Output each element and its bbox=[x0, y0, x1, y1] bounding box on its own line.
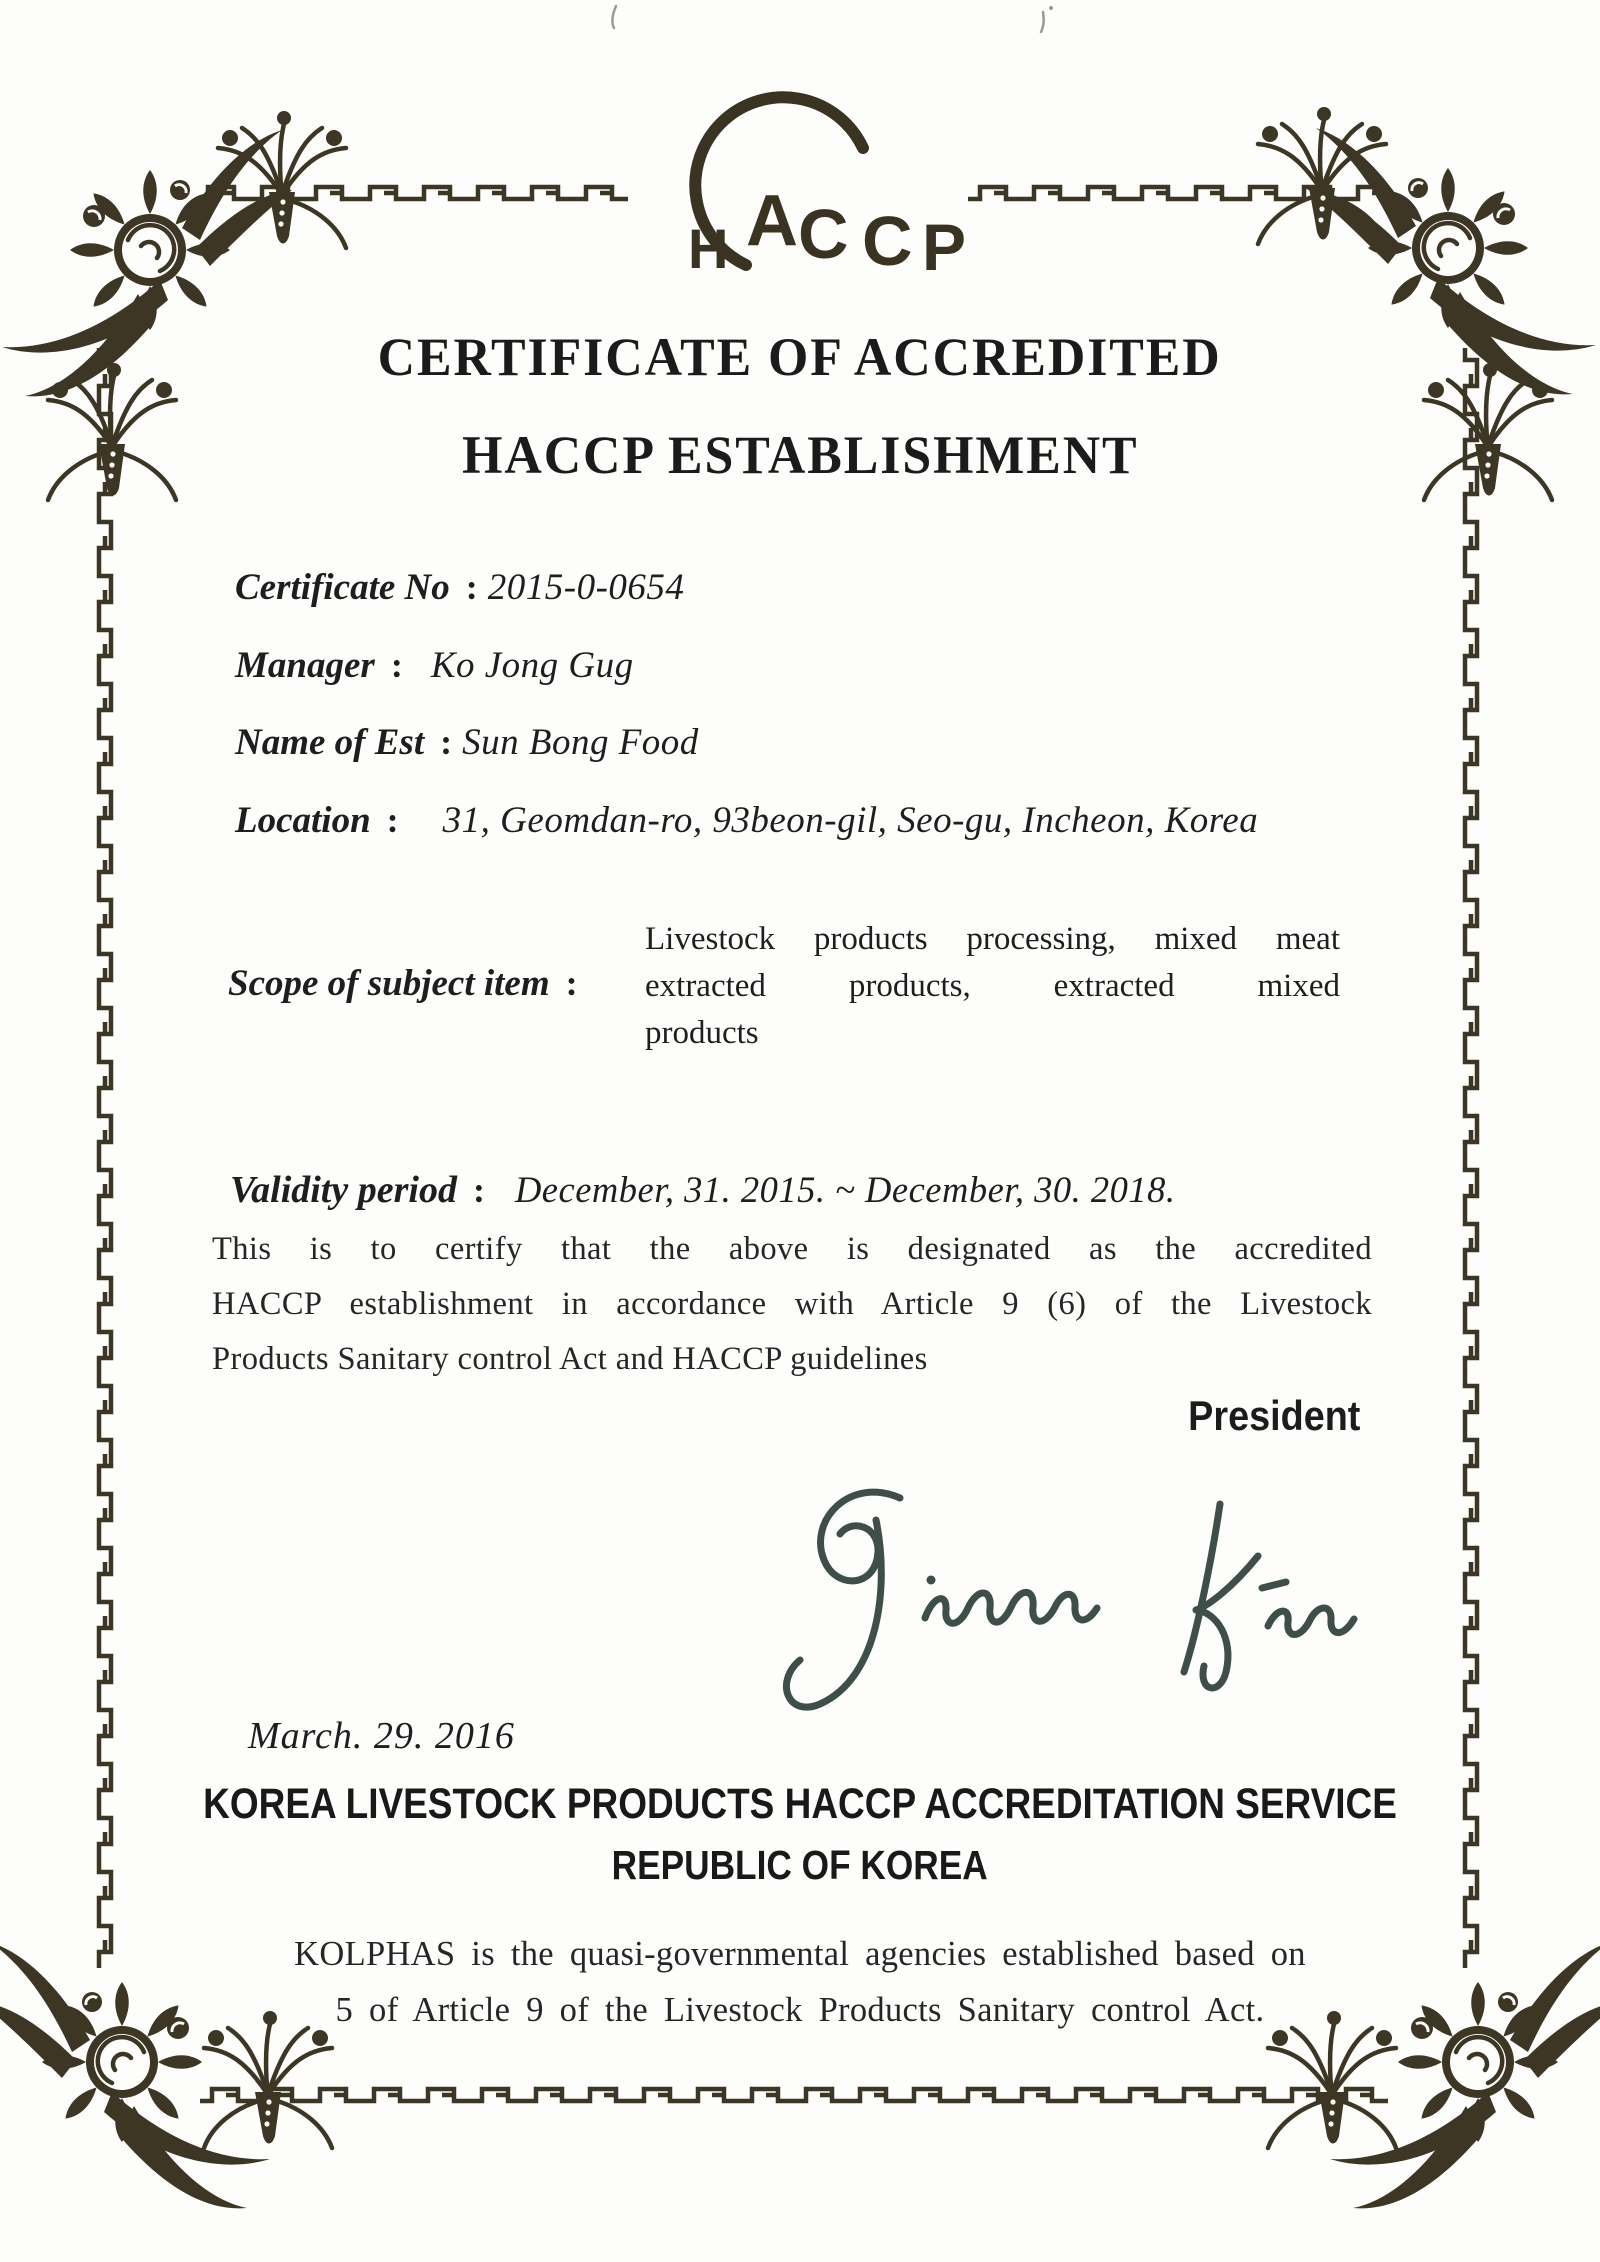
logo-letter: H bbox=[688, 217, 729, 280]
field-value: 31, Geomdan-ro, 93beon-gil, Seo-gu, Incheon, Korea bbox=[442, 800, 1259, 841]
field-colon: : bbox=[386, 800, 399, 840]
field-colon: : bbox=[565, 963, 578, 1003]
field-manager bbox=[235, 644, 634, 687]
scope-line: extracted products, extracted mixed bbox=[645, 968, 1340, 1004]
president-label: President bbox=[1187, 1392, 1360, 1439]
footnote-line: 5 of Article 9 of the Livestock Products Sanitary control Act. bbox=[335, 1991, 1265, 2029]
border-chain-right bbox=[1465, 348, 1477, 1968]
field-label: Location bbox=[235, 800, 371, 841]
certificate-title-line1: CERTIFICATE OF ACCREDITED bbox=[377, 327, 1223, 387]
certify-line: This is to certify that the above is designated as the accredited bbox=[212, 1231, 1372, 1267]
scope-line: products bbox=[645, 1015, 759, 1051]
field-value: December, 31. 2015. ~ December, 30. 2018. bbox=[514, 1169, 1176, 1210]
field-name-of-est bbox=[235, 721, 699, 764]
field-validity-period bbox=[230, 1168, 1176, 1212]
field-value: Sun Bong Food bbox=[462, 722, 699, 763]
footnote bbox=[0, 1926, 1600, 2038]
field-colon: : bbox=[440, 722, 453, 762]
field-location bbox=[235, 799, 1258, 842]
scan-artifact-dot bbox=[1049, 6, 1053, 10]
field-label: Manager bbox=[235, 645, 375, 686]
field-value: Ko Jong Gug bbox=[430, 645, 634, 686]
footnote-line: KOLPHAS is the quasi-governmental agencies established based on bbox=[294, 1935, 1306, 1973]
certify-line: HACCP establishment in accordance with Article 9 (6) of the Livestock bbox=[212, 1286, 1372, 1322]
field-label: Validity period bbox=[230, 1169, 457, 1211]
logo-letter: A bbox=[746, 181, 798, 261]
field-label: Name of Est bbox=[235, 722, 425, 763]
haccp-logo bbox=[600, 80, 1000, 300]
certify-paragraph bbox=[212, 1222, 1372, 1387]
field-colon: : bbox=[472, 1170, 485, 1210]
field-colon: : bbox=[465, 567, 478, 607]
field-value: 2015-0-0654 bbox=[487, 567, 685, 608]
field-certificate-no bbox=[235, 566, 684, 609]
president-signature bbox=[700, 1468, 1400, 1748]
border-chain-left bbox=[99, 348, 111, 1968]
issuer-line2: REPUBLIC OF KOREA bbox=[611, 1842, 989, 1888]
border-meander-bottom bbox=[200, 2089, 1388, 2101]
scan-artifact-mark bbox=[1041, 12, 1044, 32]
logo-letter: C bbox=[862, 202, 913, 280]
logo-letter: C bbox=[798, 195, 849, 273]
issue-date: March. 29. 2016 bbox=[248, 1715, 515, 1757]
certify-line: Products Sanitary control Act and HACCP guidelines bbox=[212, 1341, 928, 1377]
field-scope-label: Scope of subject item : bbox=[228, 963, 578, 1004]
field-colon: : bbox=[390, 645, 403, 685]
border-meander-top-left bbox=[196, 187, 628, 199]
scope-line: Livestock products processing, mixed meat bbox=[645, 921, 1340, 957]
logo-letter: P bbox=[922, 210, 967, 284]
certificate-title-line2: HACCP ESTABLISHMENT bbox=[461, 425, 1139, 485]
field-label: Certificate No bbox=[235, 567, 450, 608]
issuer-line1: KOREA LIVESTOCK PRODUCTS HACCP ACCREDITATION SERVICE bbox=[203, 1780, 1397, 1828]
scan-artifact-mark bbox=[612, 6, 616, 28]
field-scope-value bbox=[645, 916, 1340, 1057]
